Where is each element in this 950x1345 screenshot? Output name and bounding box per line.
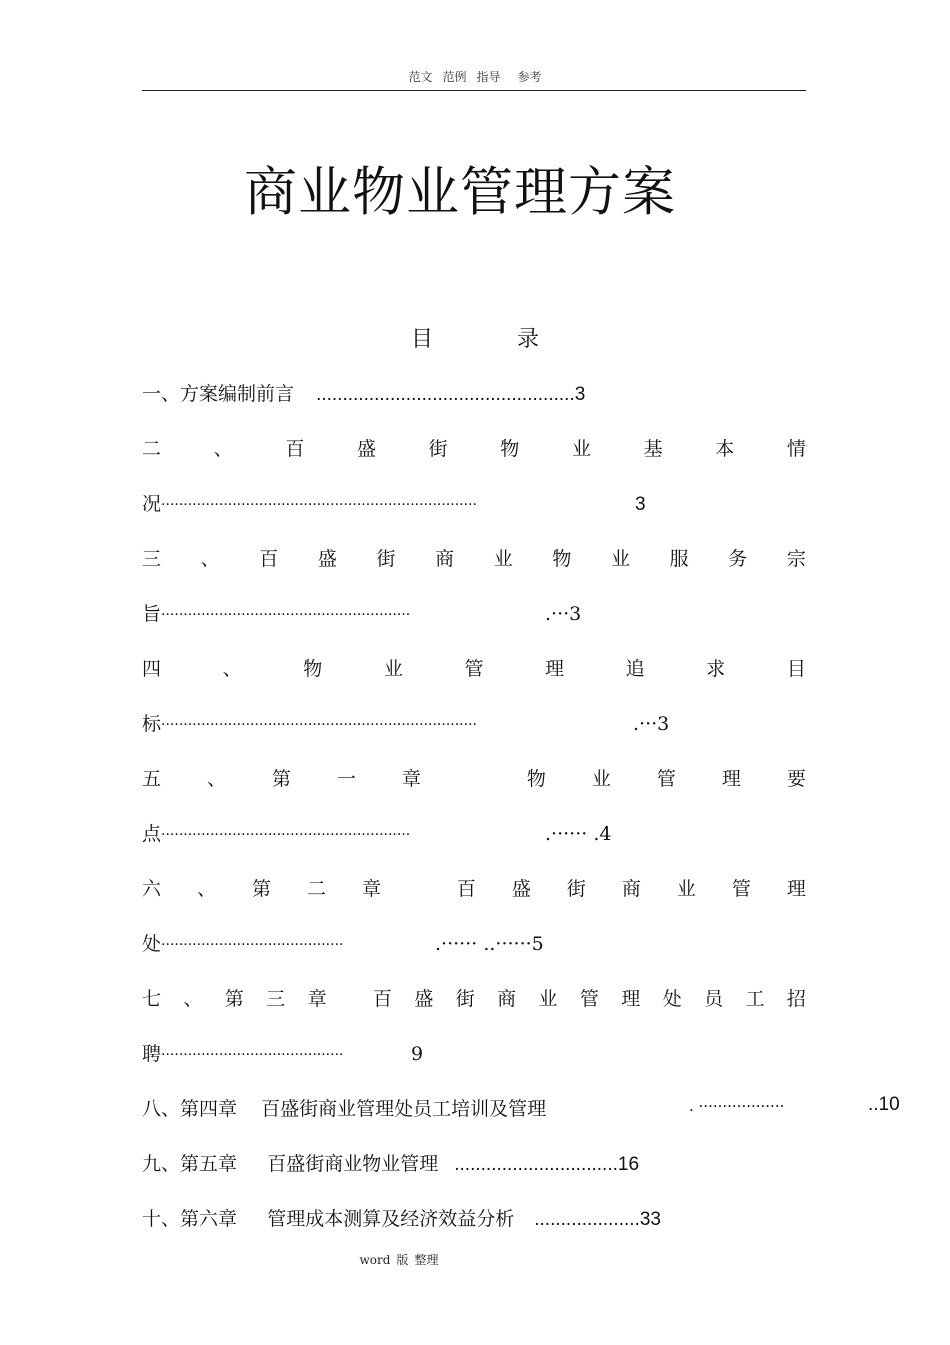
toc-char: 盛 [511,878,531,900]
toc-char: 目 [786,658,806,680]
toc-char: 业 [591,768,611,790]
toc-page-number: .···3 [545,603,582,625]
toc-char: 街 [455,988,475,1010]
toc-char: 管 [579,988,599,1010]
toc-char: 章 [307,988,327,1010]
toc-char: 物 [526,768,546,790]
toc-char: 二 [142,438,162,460]
toc-char: 第 [271,768,291,790]
toc-entry-7-line1[interactable] [142,984,806,1011]
toc-entry-text: 九、第五章 百盛街商业物业管理 [142,1153,439,1175]
toc-char: 商 [621,878,641,900]
page-footer [0,1251,798,1268]
toc-char: 四 [142,658,162,680]
toc-char: 理 [786,878,806,900]
toc-entry-5-line2[interactable] [142,819,611,846]
toc-entry-2-line2[interactable] [142,489,646,516]
toc-char: 物 [303,658,323,680]
toc-char: 六 [142,878,162,900]
toc-char: 管 [464,658,484,680]
toc-page-number: 16 [617,1154,640,1175]
toc-entry-9[interactable] [142,1149,639,1176]
toc-char: 三 [266,988,286,1010]
toc-char: 业 [676,878,696,900]
toc-entry-8-page [868,1094,900,1116]
toc-leader: ························································ [161,607,411,623]
toc-entry-4-line2[interactable] [142,709,669,736]
toc-entry-text: 一、方案编制前言 [142,383,295,405]
toc-char: 章 [401,768,421,790]
toc-heading-char: 录 [517,327,540,352]
toc-entry-text: 况 [142,493,162,515]
toc-char: 业 [571,438,591,460]
toc-page-number: .···3 [633,713,670,735]
toc-char: 商 [435,548,455,570]
toc-char: 、 [196,878,216,900]
toc-char: 、 [183,988,203,1010]
toc-char: 七 [142,988,162,1010]
toc-char: 章 [361,878,381,900]
toc-char: 物 [552,548,572,570]
toc-page-number: 9 [411,1043,424,1065]
toc-entry-text: 处 [142,933,162,955]
toc-char: 百 [456,878,476,900]
page-header [0,68,950,85]
footer-item: 版 [396,1253,409,1267]
toc-char: 一 [336,768,356,790]
toc-char: 务 [728,548,748,570]
toc-page-number: .······ .4 [545,823,612,845]
toc-leader: . ·················· [689,1097,785,1115]
toc-char: 、 [222,658,242,680]
toc-entry-text: 点 [142,823,162,845]
toc-char: 理 [621,988,641,1010]
toc-char: 、 [200,548,220,570]
toc-char: 百 [372,988,392,1010]
header-rule [142,90,806,91]
header-item: 参考 [517,70,542,84]
toc-entry-4-line1[interactable] [142,654,806,681]
header-item: 范文 [408,70,433,84]
toc-entry-6-line2[interactable] [142,929,544,956]
toc-char: 宗 [786,548,806,570]
toc-char: 要 [786,768,806,790]
toc-char: 业 [538,988,558,1010]
toc-char: 第 [224,988,244,1010]
toc-char: 招 [786,988,806,1010]
toc-char: 街 [376,548,396,570]
toc-entry-8[interactable] [142,1094,546,1121]
toc-page-number: 33 [639,1209,661,1230]
toc-leader: ................................................. [316,384,575,405]
toc-leader: .................... [534,1209,640,1230]
toc-char: 业 [611,548,631,570]
toc-page-number: 3 [574,384,586,405]
toc-char: 管 [731,878,751,900]
toc-char: 二 [306,878,326,900]
toc-entry-1[interactable] [142,379,585,406]
toc-page-number: .······ ..······5 [435,933,544,955]
toc-leader: ························································ [161,827,411,843]
toc-char: 五 [142,768,162,790]
toc-entry-6-line1[interactable] [142,874,806,901]
toc-char: 处 [662,988,682,1010]
toc-page-number: 3 [635,494,646,515]
toc-entry-5-line1[interactable] [142,764,806,791]
toc-char: 服 [669,548,689,570]
toc-leader: ............................... [454,1154,618,1175]
toc-char: 街 [428,438,448,460]
toc-char: 情 [786,438,806,460]
toc-char: 百 [285,438,305,460]
toc-char: 盛 [317,548,337,570]
toc-char: 第 [251,878,271,900]
toc-char: 追 [625,658,645,680]
header-item: 指导 [476,70,501,84]
toc-char: 盛 [414,988,434,1010]
toc-char: 、 [206,768,226,790]
toc-char: 本 [715,438,735,460]
toc-entry-text: 十、第六章 管理成本测算及经济效益分析 [142,1208,515,1230]
toc-char: 商 [497,988,517,1010]
toc-page-number: ..10 [868,1094,900,1115]
toc-entry-text: 八、第四章 百盛街商业管理处员工培训及管理 [142,1098,547,1120]
toc-char: 理 [545,658,565,680]
toc-char: 业 [493,548,513,570]
footer-item: word [359,1253,391,1267]
toc-entry-3-line2[interactable] [142,599,581,626]
header-item: 范例 [442,70,467,84]
toc-char: 求 [706,658,726,680]
footer-item: 整理 [414,1253,439,1267]
toc-entry-10[interactable] [142,1204,661,1231]
toc-leader: ········································· [161,1047,344,1063]
toc-entry-text: 聘 [142,1043,162,1065]
toc-char: 理 [721,768,741,790]
document-title: 商业物业管理方案 [244,162,676,223]
toc-heading [0,322,950,353]
toc-char: 、 [213,438,233,460]
toc-char: 物 [500,438,520,460]
toc-entry-2-line1[interactable] [142,434,806,461]
toc-char: 基 [643,438,663,460]
toc-char: 员 [704,988,724,1010]
toc-leader: ······································································· [161,717,477,733]
toc-char: 盛 [356,438,376,460]
toc-char: 业 [383,658,403,680]
toc-leader: ········································· [161,937,344,953]
toc-char: 三 [142,548,162,570]
toc-entry-text: 旨 [142,603,162,625]
toc-entry-3-line1[interactable] [142,544,806,571]
toc-char: 管 [656,768,676,790]
toc-entry-text: 标 [142,713,162,735]
toc-leader: ······································································· [161,497,477,513]
toc-char: 工 [745,988,765,1010]
toc-entry-8-leader [689,1094,784,1116]
toc-char: 街 [566,878,586,900]
toc-heading-char: 目 [410,327,433,352]
toc-entry-7-line2[interactable] [142,1039,423,1066]
toc-char: 百 [259,548,279,570]
